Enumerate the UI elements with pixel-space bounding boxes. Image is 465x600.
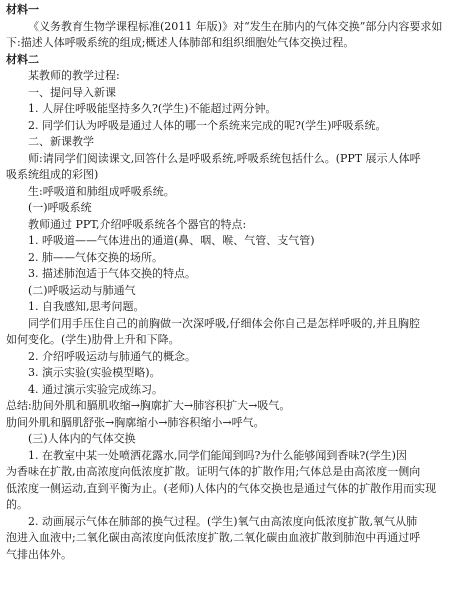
- paragraph-line: 教师通过 PPT,介绍呼吸系统各个器官的特点:: [28, 217, 247, 231]
- paragraph-line: 1. 自我感知,思考问题。: [28, 300, 145, 313]
- paragraph-line: 同学们用手压住自己的前胸做一次深呼吸,仔细体会你自己是怎样呼吸的,并且胸腔: [28, 316, 420, 330]
- paragraph-line: 吸系统组成的彩图): [6, 168, 99, 181]
- material1-heading: 材料一: [6, 3, 39, 16]
- paragraph-line: 2. 肺——气体交换的场所。: [28, 250, 163, 264]
- paragraph-line: 气排出体外。: [6, 547, 72, 561]
- paragraph-line: 1. 人屏住呼吸能坚持多久?(学生)不能超过两分钟。: [28, 102, 277, 115]
- summary-line: 总结:肋间外肌和膈肌收缩→胸廓扩大→肺容积扩大→吸气。: [6, 399, 291, 412]
- paragraph-line: 2. 介绍呼吸运动与肺通气的概念。: [28, 349, 196, 363]
- section-title: 二、新课教学: [28, 135, 94, 148]
- paragraph-line: 师:请同学们阅读课文,回答什么是呼吸系统,呼吸系统包括什么。(PPT 展示人体呼: [28, 151, 421, 165]
- subsection-title: (二)呼吸运动与肺通气: [28, 283, 136, 297]
- material2-heading: 材料二: [6, 52, 39, 66]
- teaching-process-intro: 某教师的教学过程:: [28, 69, 120, 82]
- summary-line: 肋间外肌和膈肌舒张→胸廓缩小→肺容积缩小→呼气。: [6, 415, 265, 429]
- paragraph-line: 2. 动画展示气体在肺部的换气过程。(学生)氧气由高浓度向低浓度扩散,氧气从肺: [28, 514, 418, 528]
- paragraph-line: 3. 演示实验(实验模型略)。: [28, 366, 161, 379]
- paragraph-line: 为香味在扩散,由高浓度向低浓度扩散。证明气体的扩散作用;气体总是由高浓度一侧向: [6, 465, 421, 478]
- material1-line: 下:描述人体呼吸系统的组成;概述人体肺部和组织细胞处气体交换过程。: [6, 36, 355, 49]
- paragraph-line: 2. 同学们认为呼吸是通过人体的哪一个系统来完成的呢?(学生)呼吸系统。: [28, 118, 387, 132]
- section-title: 一、提问导入新课: [28, 85, 116, 99]
- subsection-title: (三)人体内的气体交换: [28, 432, 136, 445]
- paragraph-line: 4. 通过演示实验完成练习。: [28, 382, 163, 396]
- paragraph-line: 3. 描述肺泡适于气体交换的特点。: [28, 267, 196, 280]
- subsection-title: (一)呼吸系统: [28, 201, 92, 214]
- paragraph-line: 1. 呼吸道——气体进出的通道(鼻、咽、喉、气管、支气管): [28, 234, 315, 247]
- paragraph-line: 生:呼吸道和肺组成呼吸系统。: [28, 184, 175, 198]
- paragraph-line: 泡进入血液中;二氧化碳由高浓度向低浓度扩散,二氧化碳由血液扩散到肺泡中再通过呼: [6, 531, 421, 544]
- paragraph-line: 低浓度一侧运动,直到平衡为止。(老师)人体内的气体交换也是通过气体的扩散作用而实现: [6, 481, 437, 495]
- paragraph-line: 的。: [6, 498, 28, 511]
- paragraph-line: 1. 在教室中某一处喷洒花露水,同学们能闻到吗?为什么能够闻到香味?(学生)因: [28, 448, 407, 462]
- paragraph-line: 如何变化。(学生)肋骨上升和下降。: [6, 333, 180, 346]
- material1-line: 《义务教育生物学课程标准(2011 年版)》对“发生在肺内的气体交换”部分内容要求如: [28, 19, 443, 33]
